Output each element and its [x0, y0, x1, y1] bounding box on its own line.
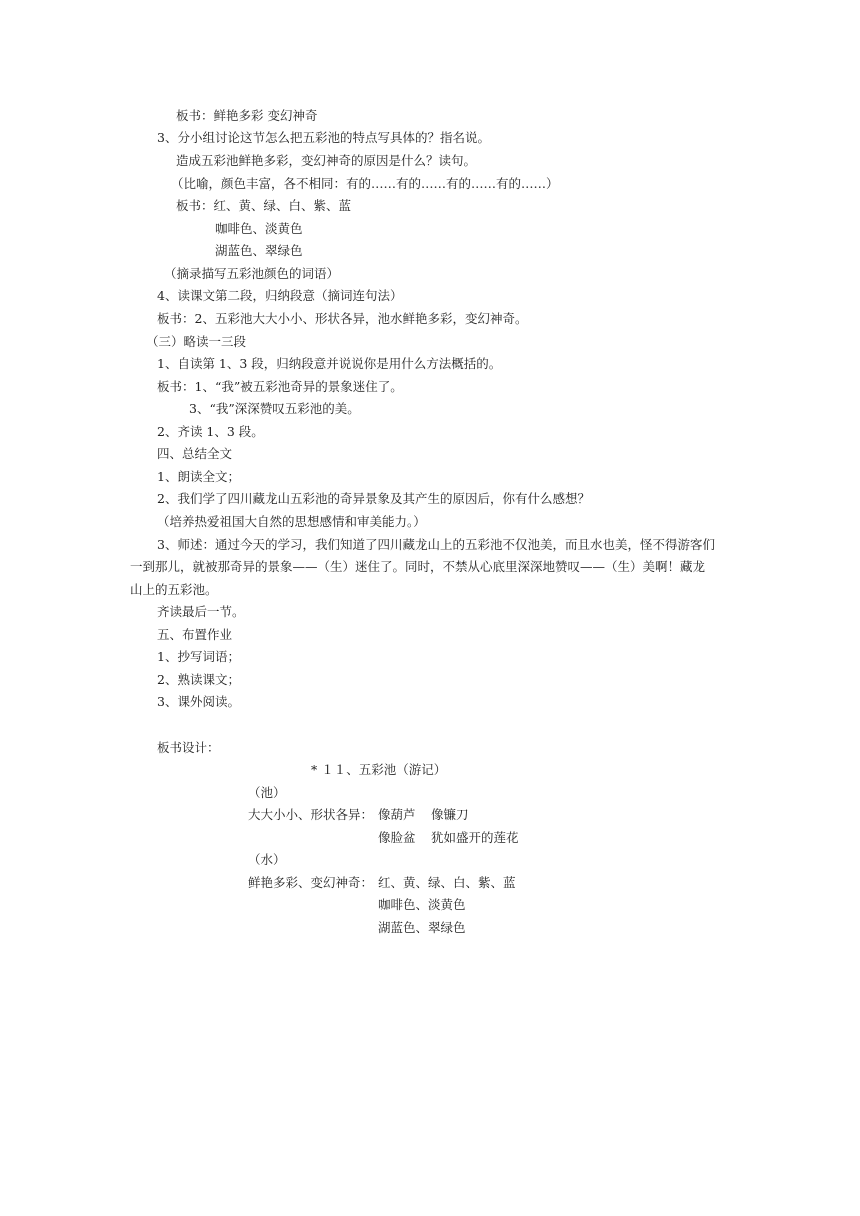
pool-item: 犹如盛开的莲花	[431, 830, 519, 845]
water-label: （水）	[248, 852, 286, 867]
text-line: 2、熟读课文；	[157, 672, 240, 687]
pool-description: 大大小小、形状各异：	[248, 807, 374, 822]
text-line: 4、读课文第二段，归纳段意（摘词连句法）	[157, 288, 403, 303]
text-line: 板书：红、黄、绿、白、紫、蓝	[176, 198, 352, 213]
water-colors: 红、黄、绿、白、紫、蓝	[378, 875, 516, 890]
text-line: 2、我们学了四川藏龙山五彩池的奇异景象及其产生的原因后，你有什么感想？	[157, 491, 590, 506]
text-line: 1、朗读全文；	[157, 469, 240, 484]
pool-item: 像脸盆	[378, 830, 416, 845]
text-line: 3、师述：通过今天的学习，我们知道了四川藏龙山上的五彩池不仅池美，而且水也美，怪不得游客们	[157, 537, 715, 552]
section-heading: （三）略读一三段	[146, 334, 247, 349]
text-line: 咖啡色、淡黄色	[215, 221, 303, 236]
text-line: 湖蓝色、翠绿色	[215, 243, 303, 258]
pool-item: 像镰刀	[431, 807, 469, 822]
board-heading: 板书设计：	[157, 740, 220, 755]
text-line: 3、分小组讨论这节怎么把五彩池的特点写具体的？指名说。	[157, 130, 490, 145]
water-colors: 湖蓝色、翠绿色	[378, 920, 466, 935]
text-line: 板书：鲜艳多彩 变幻神奇	[176, 108, 318, 123]
text-line: （比喻，颜色丰富，各不相同：有的……有的……有的……有的……）	[171, 176, 559, 191]
text-line: 1、自读第 1、3 段，归纳段意并说说你是用什么方法概括的。	[157, 356, 502, 371]
text-line: 2、齐读 1、3 段。	[157, 424, 264, 439]
text-line: 3、课外阅读。	[157, 694, 240, 709]
pool-label: （池）	[248, 785, 286, 800]
text-line: 板书：1、“我”被五彩池奇异的景象迷住了。	[157, 379, 403, 394]
text-line: 3、“我”深深赞叹五彩池的美。	[189, 401, 360, 416]
board-title: * １１、五彩池（游记）	[311, 762, 447, 777]
text-line: 造成五彩池鲜艳多彩，变幻神奇的原因是什么？读句。	[176, 153, 477, 168]
water-description: 鲜艳多彩、变幻神奇：	[248, 875, 374, 890]
text-line: 山上的五彩池。	[130, 582, 218, 597]
text-line: （摘录描写五彩池颜色的词语）	[164, 266, 340, 281]
text-line: 一到那儿，就被那奇异的景象——（生）迷住了。同时，不禁从心底里深深地赞叹——（生）美啊！藏龙	[130, 559, 706, 574]
text-line: 1、抄写词语；	[157, 649, 240, 664]
text-line: （培养热爱祖国大自然的思想感情和审美能力。）	[157, 514, 426, 529]
text-line: 齐读最后一节。	[157, 604, 245, 619]
pool-item: 像葫芦	[378, 807, 416, 822]
section-heading: 四、总结全文	[157, 446, 233, 461]
water-colors: 咖啡色、淡黄色	[378, 897, 466, 912]
text-line: 板书：2、五彩池大大小小、形状各异，池水鲜艳多彩，变幻神奇。	[157, 311, 528, 326]
section-heading: 五、布置作业	[157, 627, 233, 642]
